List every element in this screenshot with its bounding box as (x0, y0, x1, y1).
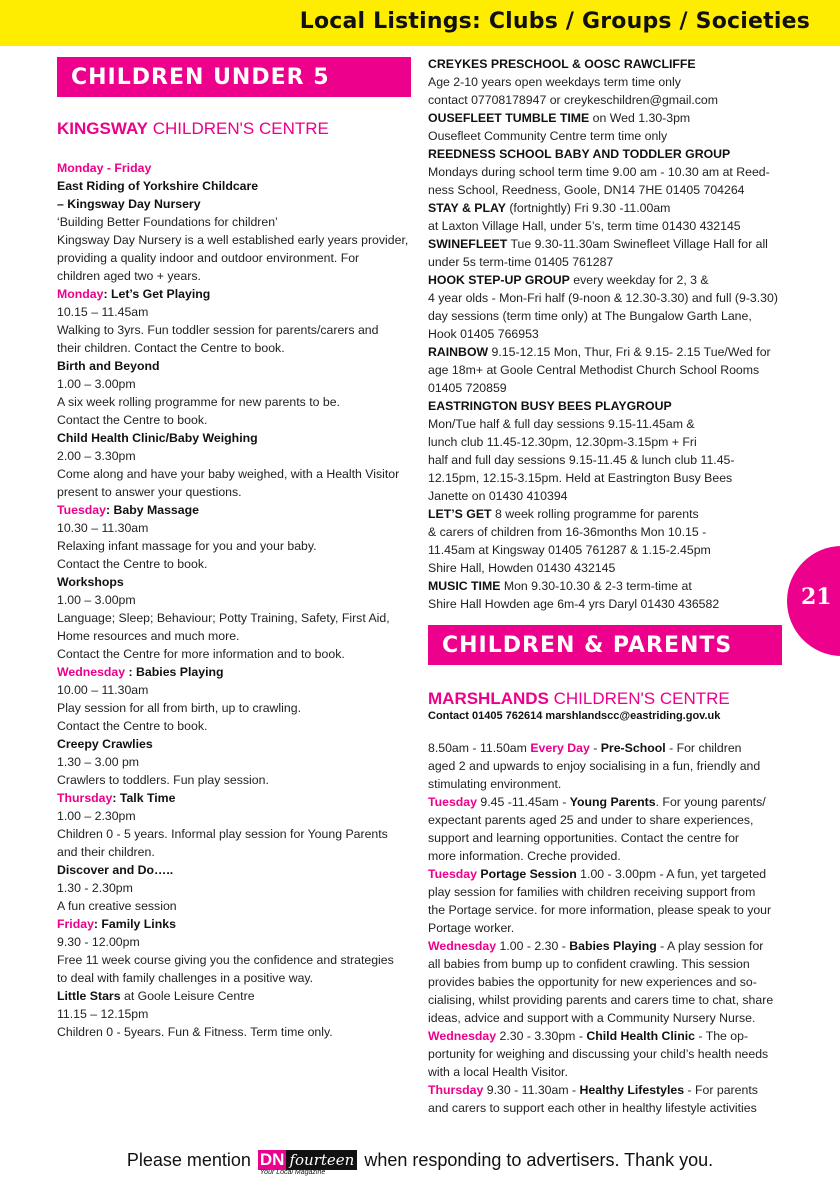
listing-text: 11.45am at Kingsway 01405 761287 & 1.15-2.45pm (428, 543, 711, 557)
listing-text: providing a quality indoor and outdoor environment. For (57, 251, 360, 265)
listing-text: with a local Health Visitor. (428, 1065, 568, 1079)
logo-fourteen: fourteen (286, 1150, 357, 1170)
listing-heading: RAINBOW 9.15-12.15 Mon, Thur, Fri & 9.15- 2.15 Tue/Wed for (428, 345, 771, 359)
listing-text: ideas, advice and support with a Community Nursery Nurse. (428, 1011, 756, 1025)
listing-text: Contact the Centre to book. (57, 413, 208, 427)
listing-text: their children. Contact the Centre to book. (57, 341, 285, 355)
dn-fourteen-logo (258, 1150, 357, 1177)
listing-text: half and full day sessions 9.15-11.45 & lunch club 11.45- (428, 453, 735, 467)
listing-time: 1.00 – 3.00pm (57, 377, 136, 391)
banner-label: CHILDREN & PARENTS (442, 633, 733, 658)
listing-text: 12.15pm, 12.15-3.15pm. Held at Eastrington Busy Bees (428, 471, 733, 485)
listing-title: – Kingsway Day Nursery (57, 197, 201, 211)
listing-text: Mon/Tue half & full day sessions 9.15-11.45am & (428, 417, 695, 431)
listing-text: children aged two + years. (57, 269, 201, 283)
listing-text: 4 year olds - Mon-Fri half (9-noon & 12.30-3.30) and full (9-3.30) (428, 291, 778, 305)
section-banner-children-under-5 (57, 57, 411, 97)
listing-time: 1.30 - 2.30pm (57, 881, 133, 895)
listing-text: ‘Building Better Foundations for children’ (57, 215, 278, 229)
listing-title: Birth and Beyond (57, 359, 160, 373)
listing-title: Child Health Clinic/Baby Weighing (57, 431, 258, 445)
listing-heading: HOOK STEP-UP GROUP every weekday for 2, 3 & (428, 273, 709, 287)
listing-text: Free 11 week course giving you the confidence and strategies (57, 953, 394, 967)
listing-text: Mondays during school term time 9.00 am - 10.30 am at Reed- (428, 165, 770, 179)
listing-heading: Friday: Family Links (57, 917, 176, 931)
listing-time: 11.15 – 12.15pm (57, 1007, 149, 1021)
listing-text: Kingsway Day Nursery is a well established early years provider, (57, 233, 409, 247)
listing-heading: Thursday: Talk Time (57, 791, 176, 805)
page-number: 21 (801, 584, 832, 610)
listing-text: Contact the Centre to book. (57, 719, 208, 733)
footer-text-after: when responding to advertisers. Thank you. (359, 1150, 714, 1170)
centre-title-kingsway: KINGSWAY CHILDREN'S CENTRE (57, 119, 329, 138)
logo-dn: DN (259, 1150, 285, 1170)
listing-text: Play session for all from birth, up to crawling. (57, 701, 301, 715)
listing-heading: Little Stars at Goole Leisure Centre (57, 989, 255, 1003)
listing-time: 9.30 - 12.00pm (57, 935, 140, 949)
listing-text: stimulating environment. (428, 777, 562, 791)
listing-text: Relaxing infant massage for you and your baby. (57, 539, 317, 553)
listing-heading: SWINEFLEET Tue 9.30-11.30am Swinefleet Village Hall for all (428, 237, 768, 251)
listing-text: the Portage service. for more information, please speak to your (428, 903, 772, 917)
listing-text: to deal with family challenges in a positive way. (57, 971, 314, 985)
listing-title: Discover and Do….. (57, 863, 174, 877)
listing-heading: Wednesday 1.00 - 2.30 - Babies Playing - A play session for (428, 939, 764, 953)
listing-heading: Thursday 9.30 - 11.30am - Healthy Lifestyles - For parents (428, 1083, 758, 1097)
listing-text: Children 0 - 5 years. Informal play session for Young Parents (57, 827, 388, 841)
listing-text: Hook 01405 766953 (428, 327, 539, 341)
footer (0, 1150, 840, 1177)
logo-tagline: Your Local Magazine (259, 1169, 326, 1177)
section-banner-children-and-parents (428, 625, 782, 665)
listing-heading: Tuesday Portage Session 1.00 - 3.00pm - A fun, yet targeted (428, 867, 767, 881)
footer-text-before: Please mention (126, 1150, 256, 1170)
listing-heading: Tuesday 9.45 -11.45am - Young Parents. For young parents/ (428, 795, 766, 809)
listing-text: A fun creative session (57, 899, 177, 913)
listing-text: Come along and have your baby weighed, with a Health Visitor (57, 467, 400, 481)
listing-text: at Laxton Village Hall, under 5’s, term time 01430 432145 (428, 219, 741, 233)
listing-time: 2.00 – 3.30pm (57, 449, 136, 463)
listing-text: Contact the Centre for more information and to book. (57, 647, 345, 661)
listing-text: present to answer your questions. (57, 485, 242, 499)
listing-heading: Wednesday : Babies Playing (57, 665, 224, 679)
listing-text: Shire Hall, Howden 01430 432145 (428, 561, 616, 575)
listing-text: and their children. (57, 845, 155, 859)
centre-title-marshlands: MARSHLANDS CHILDREN'S CENTRE (428, 689, 730, 708)
listing-text: Walking to 3yrs. Fun toddler session for parents/carers and (57, 323, 379, 337)
listing-text: contact 07708178947 or creykeschildren@gmail.com (428, 93, 719, 107)
page-number-badge (787, 546, 840, 656)
listing-text: aged 2 and upwards to enjoy socialising in a fun, friendly and (428, 759, 761, 773)
listing-text: Age 2-10 years open weekdays term time only (428, 75, 681, 89)
centre-contact: Contact 01405 762614 marshlandscc@eastriding.gov.uk (428, 710, 721, 722)
right-listings (428, 55, 788, 613)
listing-heading: Wednesday 2.30 - 3.30pm - Child Health Clinic - The op- (428, 1029, 749, 1043)
listing-time: 1.00 – 3.00pm (57, 593, 136, 607)
listing-heading: Monday: Let’s Get Playing (57, 287, 211, 301)
listing-heading: Tuesday: Baby Massage (57, 503, 199, 517)
listing-title: East Riding of Yorkshire Childcare (57, 179, 259, 193)
listing-text: under 5s term-time 01405 761287 (428, 255, 614, 269)
listing-time: 10.30 – 11.30am (57, 521, 149, 535)
listing-heading: LET’S GET 8 week rolling programme for parents (428, 507, 699, 521)
listing-text: & carers of children from 16-36months Mon 10.15 - (428, 525, 707, 539)
page-title: Local Listings: Clubs / Groups / Societies (299, 9, 810, 34)
listing-text: day sessions (term time only) at The Bungalow Garth Lane, (428, 309, 752, 323)
listing-time: 1.30 – 3.00 pm (57, 755, 140, 769)
listing-heading: OUSEFLEET TUMBLE TIME on Wed 1.30-3pm (428, 111, 691, 125)
listing-text: Contact the Centre to book. (57, 557, 208, 571)
left-listings (57, 159, 417, 1041)
listing-text: portunity for weighing and discussing your child’s health needs (428, 1047, 769, 1061)
listing-text: age 18m+ at Goole Central Methodist Church School Rooms (428, 363, 760, 377)
listing-title: REEDNESS SCHOOL BABY AND TODDLER GROUP (428, 147, 731, 161)
listing-text: Home resources and much more. (57, 629, 240, 643)
listing-text: Ousefleet Community Centre term time only (428, 129, 668, 143)
listing-heading: MUSIC TIME Mon 9.30-10.30 & 2-3 term-time at (428, 579, 692, 593)
listing-time: 1.00 – 2.30pm (57, 809, 136, 823)
listing-text: 01405 720859 (428, 381, 507, 395)
listing-text: more information. Creche provided. (428, 849, 621, 863)
marshlands-listings (428, 739, 788, 1117)
listing-heading: 8.50am - 11.50am Every Day - Pre-School - For children (428, 741, 742, 755)
listing-text: play session for families with children receiving support from (428, 885, 756, 899)
listing-title: Creepy Crawlies (57, 737, 153, 751)
banner-label: CHILDREN UNDER 5 (71, 65, 330, 90)
listing-text: Janette on 01430 410394 (428, 489, 568, 503)
listing-text: Crawlers to toddlers. Fun play session. (57, 773, 269, 787)
listing-time: 10.00 – 11.30am (57, 683, 149, 697)
listing-text: expectant parents aged 25 and under to share experiences, (428, 813, 754, 827)
listing-text: Shire Hall Howden age 6m-4 yrs Daryl 01430 436582 (428, 597, 720, 611)
listing-heading: STAY & PLAY (fortnightly) Fri 9.30 -11.00am (428, 201, 671, 215)
listing-text: cialising, whilst providing parents and carers time to chat, share (428, 993, 774, 1007)
day-heading: Monday - Friday (57, 161, 152, 175)
listing-text: A six week rolling programme for new parents to be. (57, 395, 340, 409)
listing-time: 10.15 – 11.45am (57, 305, 149, 319)
listing-text: all babies from bump up to confident crawling. This session (428, 957, 750, 971)
listing-text: lunch club 11.45-12.30pm, 12.30pm-3.15pm + Fri (428, 435, 697, 449)
listing-title: EASTRINGTON BUSY BEES PLAYGROUP (428, 399, 672, 413)
listing-text: ness School, Reedness, Goole, DN14 7HE 01405 704264 (428, 183, 745, 197)
listing-text: support and learning opportunities. Contact the centre for (428, 831, 740, 845)
listing-text: Children 0 - 5years. Fun & Fitness. Term time only. (57, 1025, 333, 1039)
listing-title: Workshops (57, 575, 124, 589)
listing-text: Language; Sleep; Behaviour; Potty Training, Safety, First Aid, (57, 611, 390, 625)
listing-text: Portage worker. (428, 921, 515, 935)
header-bar (0, 0, 840, 46)
listing-text: provides babies the opportunity for new experiences and so- (428, 975, 757, 989)
listing-title: CREYKES PRESCHOOL & OOSC RAWCLIFFE (428, 57, 696, 71)
listing-text: and carers to support each other in healthy lifestyle activities (428, 1101, 757, 1115)
